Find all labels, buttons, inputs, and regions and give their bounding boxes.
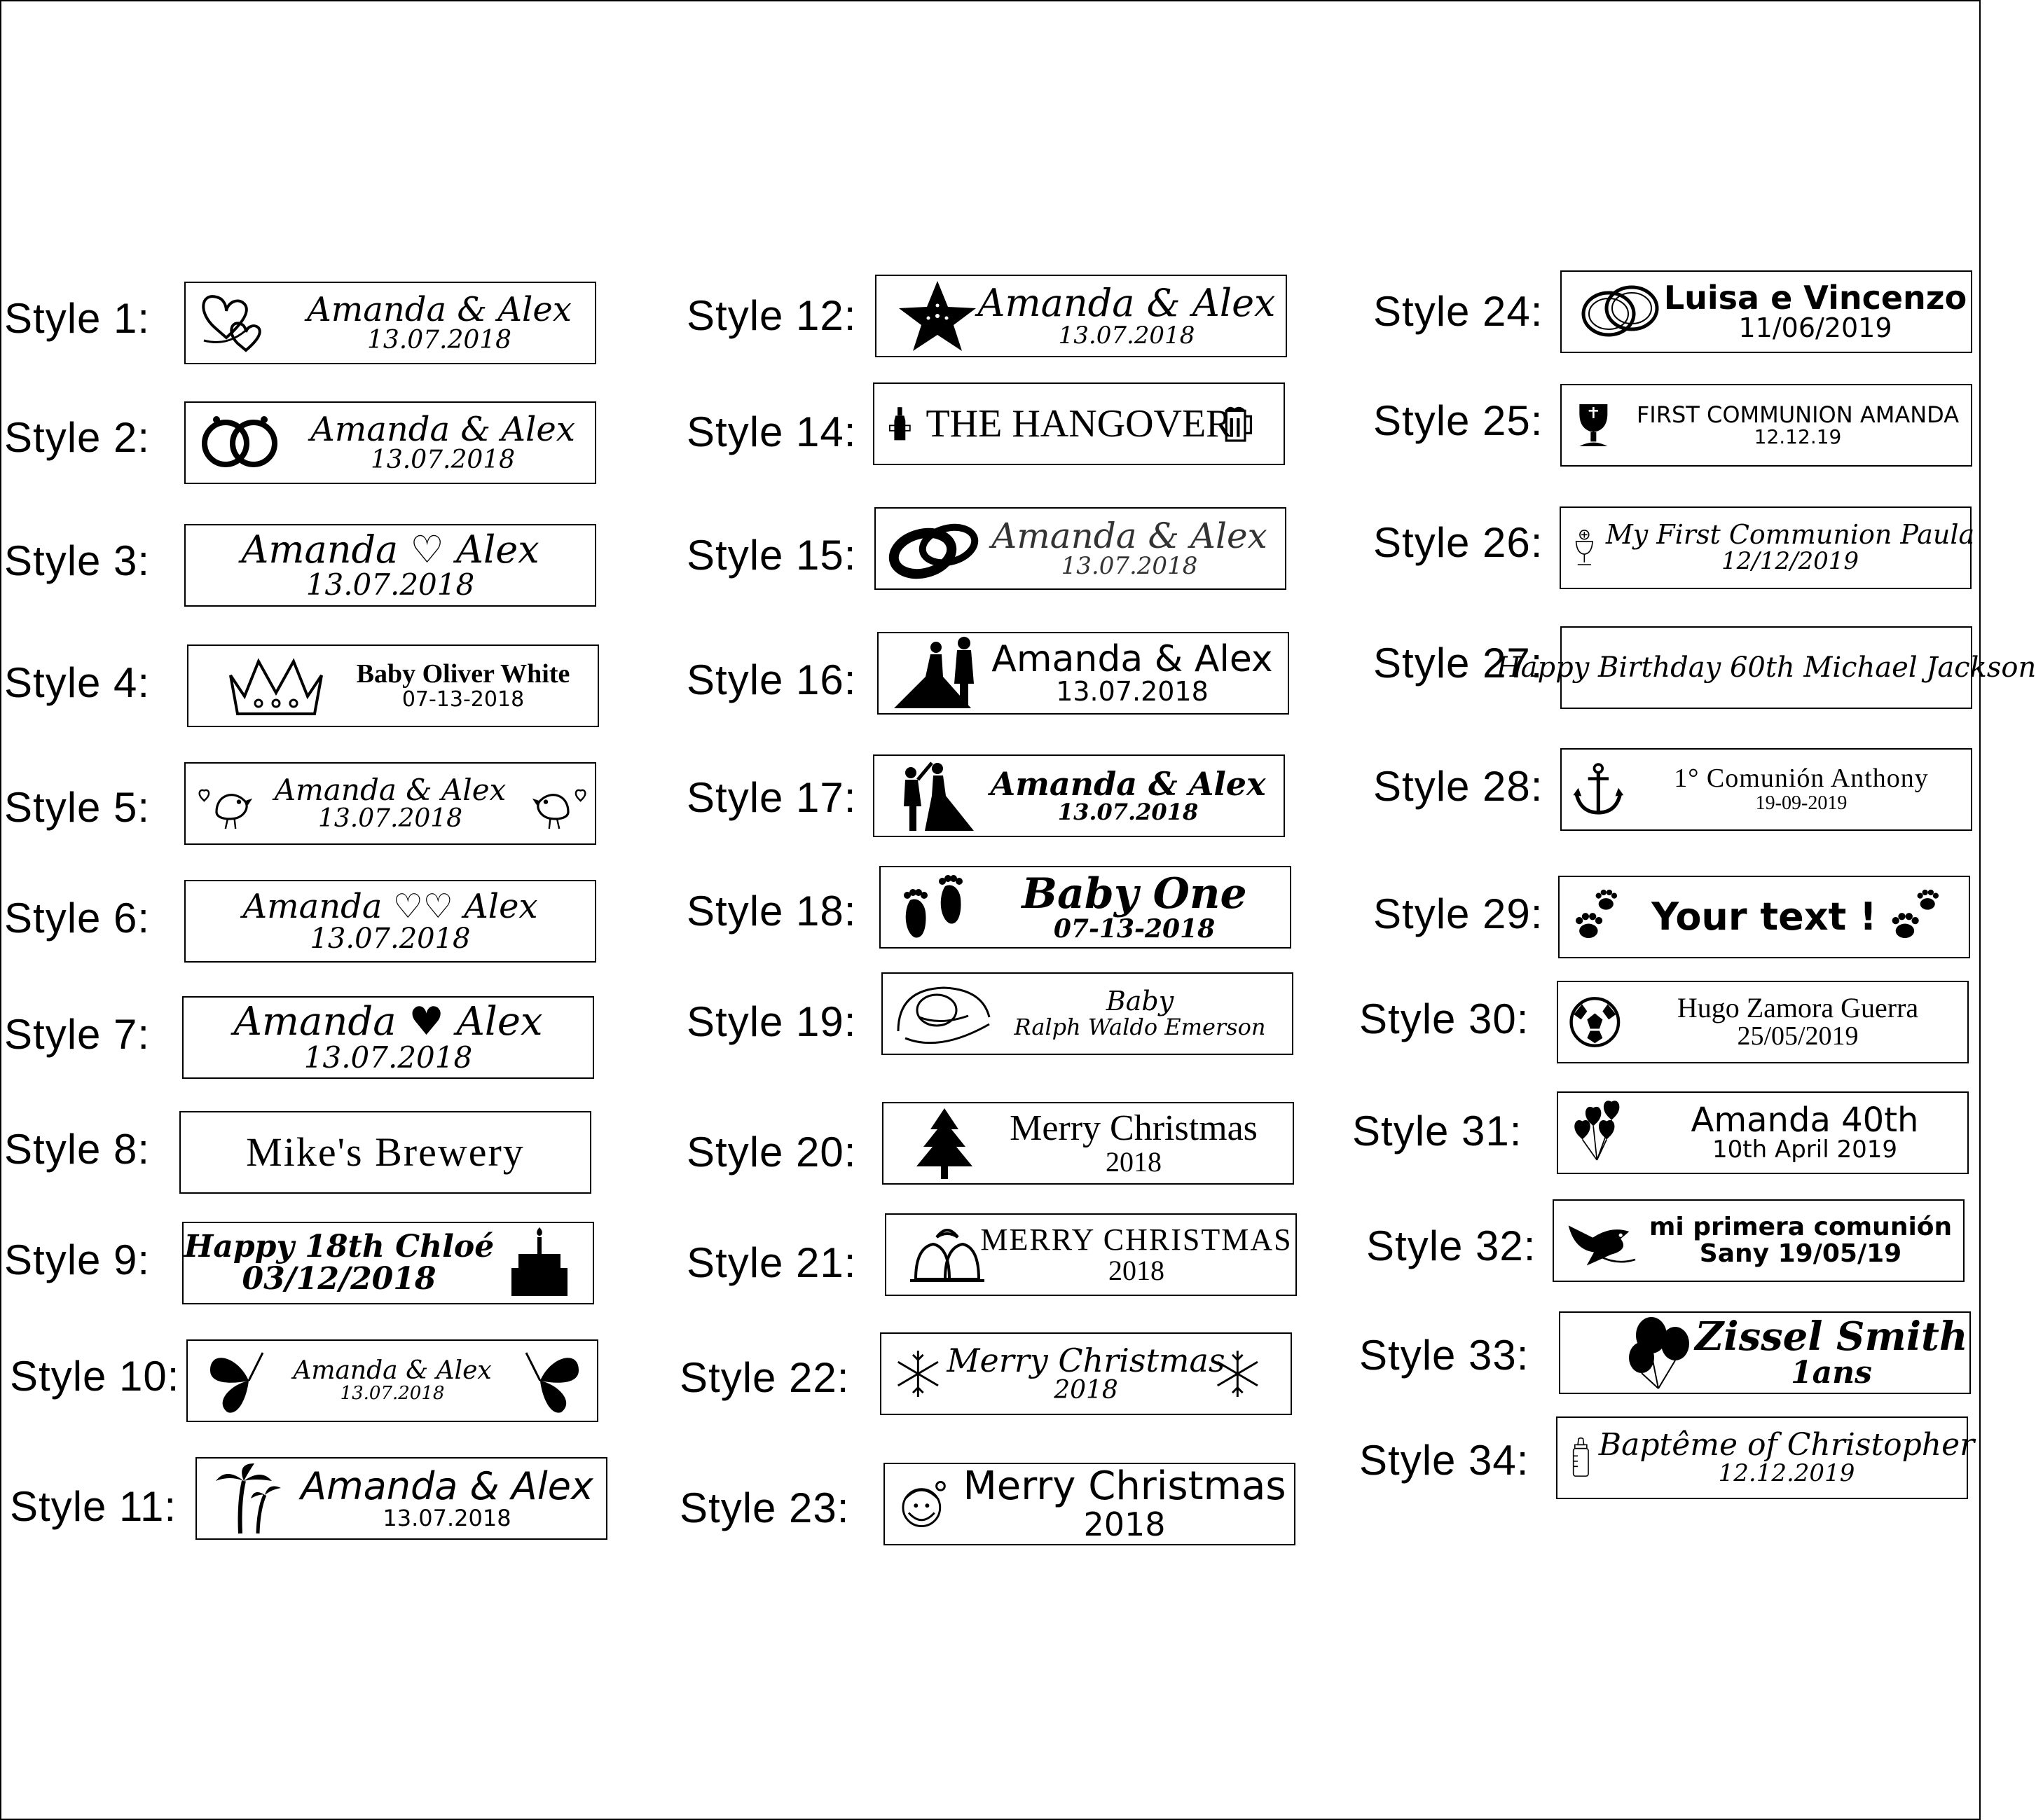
style-line2: 2018	[1108, 1255, 1164, 1287]
style-line1: Merry Christmas	[947, 1341, 1225, 1379]
style-line1: mi primera comunión	[1649, 1213, 1953, 1242]
style-line2: 13.07.2018	[1056, 676, 1209, 708]
style-line1: My First Communion Paula	[1605, 519, 1975, 551]
style-label: Style 2:	[4, 414, 151, 461]
style-label: Style 6:	[4, 895, 151, 942]
style-line1: Amanda ♥ Alex	[233, 998, 543, 1045]
heart-balloons-icon	[1567, 1094, 1658, 1171]
style-line1: Hugo Zamora Guerra	[1677, 992, 1919, 1024]
style-line1: Merry Christmas	[963, 1463, 1286, 1510]
style-line1: Baptême of Christopher	[1598, 1427, 1975, 1463]
style-preview[interactable]	[195, 1457, 607, 1540]
style-label: Style 8:	[4, 1126, 151, 1173]
style-preview[interactable]	[874, 507, 1286, 590]
style-label: Style 17:	[687, 774, 857, 821]
style-line2: 07-13-2018	[1053, 914, 1216, 944]
style-preview[interactable]	[1560, 270, 1972, 353]
style-label: Style 9:	[4, 1236, 151, 1283]
style-label: Style 34:	[1359, 1437, 1529, 1484]
rings-icon	[1570, 273, 1675, 350]
soccer-ball-icon	[1567, 984, 1644, 1061]
style-label: Style 26:	[1373, 519, 1543, 566]
style-line2: 13.07.2018	[1058, 321, 1195, 350]
style-line1: Amanda & Alex	[990, 765, 1266, 804]
style-preview[interactable]	[1557, 1091, 1969, 1174]
style-preview[interactable]	[883, 1463, 1295, 1545]
santa-icon	[893, 1466, 970, 1543]
style-line2: 13.07.2018	[1061, 552, 1198, 581]
style-line1: Happy Birthday 60th Michael Jackson	[1496, 652, 2036, 684]
style-label: Style 19:	[687, 998, 857, 1045]
style-label: Style 30:	[1359, 995, 1529, 1042]
style-preview[interactable]	[875, 275, 1287, 357]
style-line2: 1ans	[1791, 1355, 1872, 1391]
style-preview[interactable]	[1558, 876, 1970, 958]
paw-icon	[1568, 878, 1645, 956]
style-line1: Your text !	[1651, 894, 1877, 939]
style-preview[interactable]	[184, 524, 596, 607]
love-birds-icon	[507, 765, 591, 842]
style-line1: Amanda & Alex	[310, 409, 575, 449]
style-preview[interactable]	[184, 880, 596, 963]
style-line2: 07-13-2018	[401, 687, 525, 712]
style-label: Style 33:	[1359, 1332, 1529, 1379]
style-line2: 2018	[1106, 1146, 1162, 1178]
style-line2: 12.12.2019	[1718, 1459, 1855, 1488]
paw-icon	[1887, 878, 1965, 956]
style-line1: Amanda & Alex	[274, 773, 507, 808]
style-line1: Amanda ♡♡ Alex	[242, 886, 538, 926]
style-preview[interactable]	[186, 1339, 598, 1422]
style-line1: Amanda & Alex	[977, 280, 1276, 325]
love-birds-icon	[194, 765, 278, 842]
dove-icon	[1562, 1202, 1653, 1279]
baby-in-hand-icon	[891, 975, 996, 1052]
style-preview[interactable]	[881, 972, 1293, 1055]
style-label: Style 27:	[1373, 640, 1543, 687]
style-line2: 10th April 2019	[1712, 1136, 1897, 1164]
style-line2: 13.07.2018	[383, 1504, 511, 1531]
style-preview[interactable]	[1557, 981, 1969, 1063]
style-preview[interactable]	[879, 866, 1291, 949]
style-line1: Merry Christmas	[1010, 1108, 1258, 1148]
style-label: Style 32:	[1366, 1222, 1536, 1269]
dancing-couple-icon	[883, 757, 988, 834]
style-line2: 12/12/2019	[1721, 547, 1859, 576]
style-label: Style 11:	[10, 1483, 177, 1530]
rings-icon	[884, 510, 989, 587]
style-preview[interactable]	[179, 1111, 591, 1194]
chalice-icon	[1570, 387, 1640, 464]
style-label: Style 21:	[687, 1239, 857, 1286]
style-preview[interactable]	[182, 1222, 594, 1304]
style-line1: Amanda & Alex	[293, 1356, 492, 1386]
style-preview[interactable]	[885, 1213, 1297, 1296]
bride-groom-icon	[887, 635, 992, 712]
style-preview[interactable]	[182, 996, 594, 1079]
style-line2: 13.07.2018	[317, 804, 463, 834]
style-line1: THE HANGOVER	[926, 401, 1232, 446]
style-preview[interactable]	[873, 382, 1285, 465]
style-line1: Amanda 40th	[1691, 1100, 1919, 1140]
style-line1: Amanda & Alex	[991, 515, 1267, 556]
style-line1: Baby One	[1022, 869, 1247, 918]
style-label: Style 18:	[687, 888, 857, 935]
style-line2: Sany 19/05/19	[1699, 1239, 1902, 1268]
style-preview[interactable]	[1560, 506, 1975, 589]
style-label: Style 31:	[1352, 1108, 1522, 1154]
style-line1: Amanda & Alex	[307, 289, 572, 329]
crown-icon	[223, 647, 329, 724]
style-label: Style 14:	[687, 408, 857, 455]
style-line1: FIRST COMMUNION AMANDA	[1636, 401, 1960, 428]
style-preview[interactable]	[880, 1332, 1292, 1415]
style-line1: Mike's Brewery	[246, 1129, 525, 1175]
style-label: Style 15:	[687, 532, 857, 579]
style-label: Style 7:	[4, 1011, 151, 1058]
style-label: Style 4:	[4, 659, 151, 706]
style-preview[interactable]	[877, 632, 1289, 715]
style-label: Style 20:	[687, 1129, 857, 1176]
wedding-rings-icon	[194, 404, 299, 481]
style-line2: 25/05/2019	[1737, 1021, 1859, 1052]
style-preview[interactable]	[1559, 1311, 1971, 1394]
style-label: Style 1:	[4, 295, 151, 342]
style-line2: 11/06/2019	[1738, 312, 1892, 344]
style-line1: 1° Comunión Anthony	[1674, 764, 1929, 794]
style-label: Style 3:	[4, 537, 151, 584]
style-line2: 12.12.19	[1754, 425, 1842, 449]
style-label: Style 25:	[1373, 397, 1543, 444]
style-line1: Baby Oliver White	[356, 659, 570, 689]
style-label: Style 16:	[687, 656, 857, 703]
style-preview[interactable]	[1553, 1199, 1965, 1282]
style-preview[interactable]	[873, 754, 1285, 837]
baby-feet-icon	[889, 869, 994, 946]
style-preview[interactable]	[1496, 626, 2036, 709]
style-line1: MERRY CHRISTMAS	[980, 1222, 1293, 1257]
style-line2: 13.07.2018	[340, 1383, 445, 1405]
style-line1: Luisa e Vincenzo	[1663, 278, 1967, 317]
style-line2: 03/12/2018	[242, 1261, 436, 1297]
hearts-icon	[194, 284, 299, 361]
style-preview[interactable]	[184, 401, 596, 484]
style-line2: 2018	[1054, 1376, 1118, 1405]
style-preview[interactable]	[1560, 384, 1972, 467]
style-label: Style 28:	[1373, 763, 1543, 810]
style-label: Style 22:	[680, 1354, 850, 1401]
style-line1: Amanda ♡ Alex	[241, 527, 539, 572]
style-line2: 13.07.2018	[303, 1040, 473, 1075]
style-line2: 13.07.2018	[1057, 799, 1199, 826]
style-line2: 13.07.2018	[370, 446, 516, 475]
style-preview[interactable]	[882, 1102, 1294, 1185]
style-line1: Baby	[1106, 986, 1174, 1017]
style-label: Style 23:	[680, 1484, 850, 1531]
birthday-cake-icon	[483, 1225, 589, 1302]
style-line1: Amanda & Alex	[301, 1463, 593, 1508]
style-line2: 13.07.2018	[366, 326, 512, 355]
style-preview[interactable]	[1560, 748, 1972, 831]
style-preview[interactable]	[187, 644, 599, 727]
style-line2: 13.07.2018	[305, 567, 475, 602]
style-preview[interactable]	[1556, 1416, 1975, 1499]
style-label: Style 12:	[687, 292, 857, 339]
style-preview[interactable]	[184, 282, 596, 364]
style-label: Style 29:	[1373, 890, 1543, 937]
style-line2: Ralph Waldo Emerson	[1014, 1014, 1266, 1041]
style-line1: Amanda & Alex	[991, 637, 1273, 680]
style-line1: Zissel Smith	[1695, 1313, 1968, 1360]
style-label: Style 24:	[1373, 288, 1543, 335]
style-line2: 19-09-2019	[1755, 792, 1848, 815]
style-line2: 13.07.2018	[310, 923, 471, 956]
style-line1: Happy 18th Chloé	[184, 1228, 495, 1264]
anchor-icon	[1570, 751, 1647, 828]
style-line2: 2018	[1083, 1505, 1166, 1544]
style-label: Style 10:	[10, 1353, 180, 1400]
style-label: Style 5:	[4, 784, 151, 831]
style-preview[interactable]	[184, 762, 596, 845]
